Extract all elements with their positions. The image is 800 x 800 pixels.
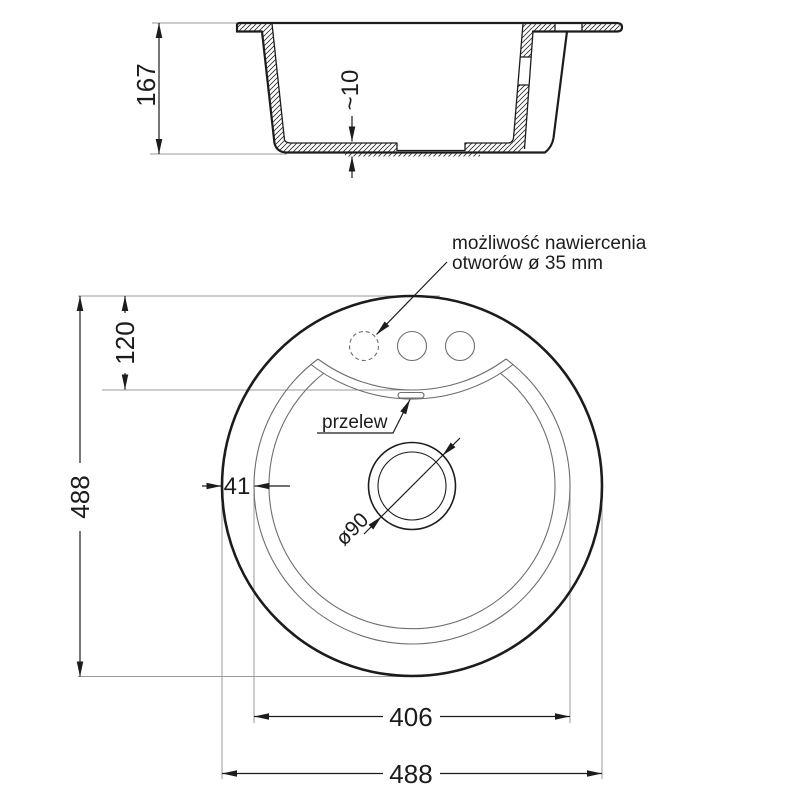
drill-note-line2: otworów ø 35 mm bbox=[452, 253, 603, 274]
dim-label-406: 406 bbox=[389, 702, 433, 732]
drill-note-line1: możliwość nawiercenia bbox=[452, 233, 647, 254]
section-outline bbox=[237, 23, 622, 153]
dim-label-drain-diameter: ø90 bbox=[331, 508, 374, 551]
optional-drill-hole-dashed-circle bbox=[350, 332, 379, 361]
bowl-bottom-arc bbox=[269, 373, 555, 629]
drain-dim-chord bbox=[382, 456, 443, 517]
bowl-rim-arc bbox=[254, 359, 570, 644]
dim-label-41: 41 bbox=[223, 473, 251, 500]
drain-dim-arrow-upper-right bbox=[443, 438, 461, 456]
dim-label-bottom-thickness: ~10 bbox=[337, 69, 364, 111]
faucet-hole-gap-edges bbox=[555, 24, 582, 32]
overflow-label: przelew bbox=[322, 412, 388, 433]
dim-label-120: 120 bbox=[110, 321, 140, 365]
hatch-right-flange-left bbox=[533, 24, 555, 32]
dim-label-488-left: 488 bbox=[65, 475, 95, 519]
faucet-hole-right-circle bbox=[446, 332, 475, 361]
bowl-lines bbox=[254, 332, 570, 644]
dim-label-488-bottom: 488 bbox=[389, 759, 433, 789]
section-inner-lines bbox=[272, 24, 582, 151]
dim-label-167: 167 bbox=[131, 63, 161, 107]
section-hatching bbox=[238, 24, 620, 157]
bowl-cavity-line bbox=[272, 24, 523, 151]
overflow-slot bbox=[398, 393, 424, 399]
section-top-rim bbox=[237, 23, 622, 32]
hatch-left-flange-wall-bottom bbox=[238, 24, 397, 153]
hatch-right-flange-right bbox=[582, 24, 620, 32]
labels bbox=[65, 63, 647, 789]
faucet-hole-center-circle bbox=[398, 332, 427, 361]
section-view bbox=[237, 23, 622, 157]
